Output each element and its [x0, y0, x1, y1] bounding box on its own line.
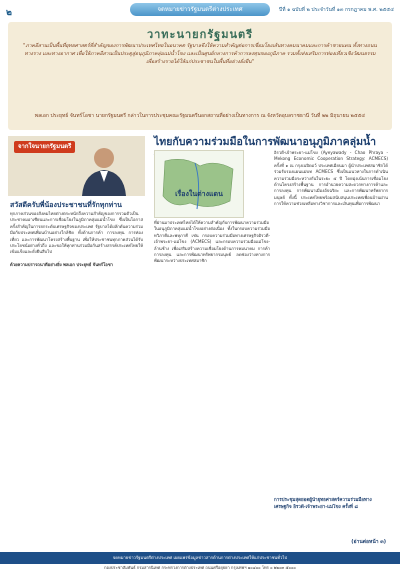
main-article	[152, 130, 390, 550]
continued-link[interactable]: (อ่านต่อหน้า ๓)	[351, 539, 386, 545]
map-icon	[155, 151, 243, 217]
leader-photo	[8, 136, 145, 196]
map-label: เรื่องในต่างแดน	[175, 190, 223, 198]
page-header	[0, 0, 400, 22]
editorial-box	[8, 22, 392, 130]
column-body-text: ทุกภาคส่วนของสังคมไทยต่างตระหนักถึงความสำคัญของการรวมตัวเป็นประชาคมอาเซียนและการเชื่อมโยงในภูมิภาคลุ่มแม่น้ำโขง ซึ่งเป็นโอกาสครั้งสำคัญในการยกระดับเศรษฐกิจของประเทศ รัฐบาลได้ผลักดันความร่วมมือกับประเทศเพื่อนบ้านอย่างใกล้ชิด ทั้งด้านการค้า การลงทุน การท่องเที่ยว และการพัฒนาโครงสร้างพื้นฐาน เพื่อให้ประชาชนทุกภาคส่วนได้รับประโยชน์อย่างทั่วถึง และขอให้ทุกท่านร่วมมือกันสร้างสรรค์ประเทศไทยให้เข้มแข็งและยั่งยืนสืบไป	[10, 211, 143, 255]
column-body	[10, 211, 143, 269]
article-map	[154, 150, 244, 218]
page-number: ๒	[6, 8, 12, 18]
column-signoff: ด้วยความปรารถนาดีอย่างยิ่ง พลเอก ประยุทธ์ จันทร์โอชา	[10, 262, 114, 268]
footer-address: กองประชาสัมพันธ์ กรมสารนิเทศ กระทรวงการต่างประเทศ ถนนศรีอยุธยา กรุงเทพฯ ๑๐๔๐๐ โทร ๐ ๒๒๐๓ ๕๐๐๐	[0, 565, 400, 577]
publication-banner: จดหมายข่าวรัฐมนตรีต่างประเทศ	[130, 3, 270, 16]
person-illustration	[74, 144, 134, 196]
column-title: สวัสดีครับพี่น้องประชาชนที่รักทุกท่าน	[10, 201, 122, 209]
footer-banner: จดหมายข่าวรัฐมนตรีต่างประเทศ เผยแพร่ข้อมูลข่าวสารด้านการต่างประเทศให้แก่ประชาชนทั่วไป	[0, 552, 400, 564]
article-subheading: การประชุมสุดยอดผู้นำยุทธศาสตร์ความร่วมมือทางเศรษฐกิจ อิรวดี-เจ้าพระยา-แม่โขง ครั้งที่ ๘	[274, 498, 372, 510]
article-headline: ไทยกับความร่วมมือในการพัฒนาอนุภูมิภาคลุ่มน้ำ	[154, 136, 377, 148]
photo-heading: จากใจนายกรัฐมนตรี	[14, 141, 75, 153]
article-right-body: อิรวดี-เจ้าพระยา-แม่โขง (Ayeyawady - Chao Phraya - Mekong Economic Cooperation Strategy: ACMECS) ครั้งที่ ๑ ณ กรุงเนปิดอว์ ประเทศเมียนมา ผู้นำประเทศสมาชิกได้ร่วมรับรองแผนแม่บท ACMECS ซึ่งเป็นแนวทางในการดำเนินความร่วมมือระหว่างกันในระยะ ๕ ปี โดยมุ่งเน้นการเชื่อมโยงด้านโครงสร้างพื้นฐาน การอำนวยความสะดวกทางการค้าและการลงทุน การพัฒนาเมืองอัจฉริยะ และการพัฒนาทรัพยากรมนุษย์ ทั้งนี้ ประเทศไทยพร้อมสนับสนุนประเทศเพื่อนบ้านผ่านการให้ความช่วยเหลือทางวิชาการและเงินทุนเพื่อการพัฒนา	[274, 150, 388, 207]
editorial-quote: "ภาคอีสานเป็นพื้นที่ยุทธศาสตร์ที่สำคัญของการพัฒนาประเทศไทยในอนาคต รัฐบาลจึงให้ความสำคัญต่อการเชื่อมโยงเส้นทางคมนาคมและการค้าชายแดน ทั้งทางถนน ทางราง และทางอากาศ เพื่อให้ภาคอีสานเป็นประตูสู่อนุภูมิภาคลุ่มแม่น้ำโขง และเป็นศูนย์กลางการค้าการลงทุนของภูมิภาค รวมทั้งส่งเสริมการท่องเที่ยวเชิงวัฒนธรรมเพื่อสร้างรายได้ให้แก่ประชาชนในพื้นที่อย่างยั่งยืน"	[23, 43, 377, 65]
article-left-body: ที่ผ่านมาประเทศไทยได้ให้ความสำคัญกับการพัฒนาความร่วมมือในอนุภูมิภาคลุ่มแม่น้ำโขงอย่างต่อเนื่อง ทั้งในกรอบความร่วมมือทวิภาคีและพหุภาคี เช่น กรอบความร่วมมือทางเศรษฐกิจอิรวดี-เจ้าพระยา-แม่โขง (ACMECS) และกรอบความร่วมมือแม่โขง-ล้านช้าง เพื่อเสริมสร้างความเชื่อมโยงด้านการคมนาคม การค้า การลงทุน และการพัฒนาทรัพยากรมนุษย์ ลดช่องว่างทางการพัฒนาระหว่างประเทศสมาชิก	[154, 220, 270, 264]
editorial-signature: พลเอก ประยุทธ์ จันทร์โอชา นายกรัฐมนตรี กล่าวในการประชุมคณะรัฐมนตรีนอกสถานที่อย่างเป็นทางการ ณ จังหวัดอุบลราชธานี วันที่ ๒๒ มิถุนายน ๒๕๕๔	[34, 113, 366, 119]
left-column	[8, 130, 145, 550]
issue-info: ปีที่ ๑ ฉบับที่ ๒ ประจำวันที่ ๑๓ กรกฎาคม พ.ศ. ๒๕๕๔	[279, 7, 394, 13]
editorial-title: วาทะนายกรัฐมนตรี	[146, 28, 254, 41]
